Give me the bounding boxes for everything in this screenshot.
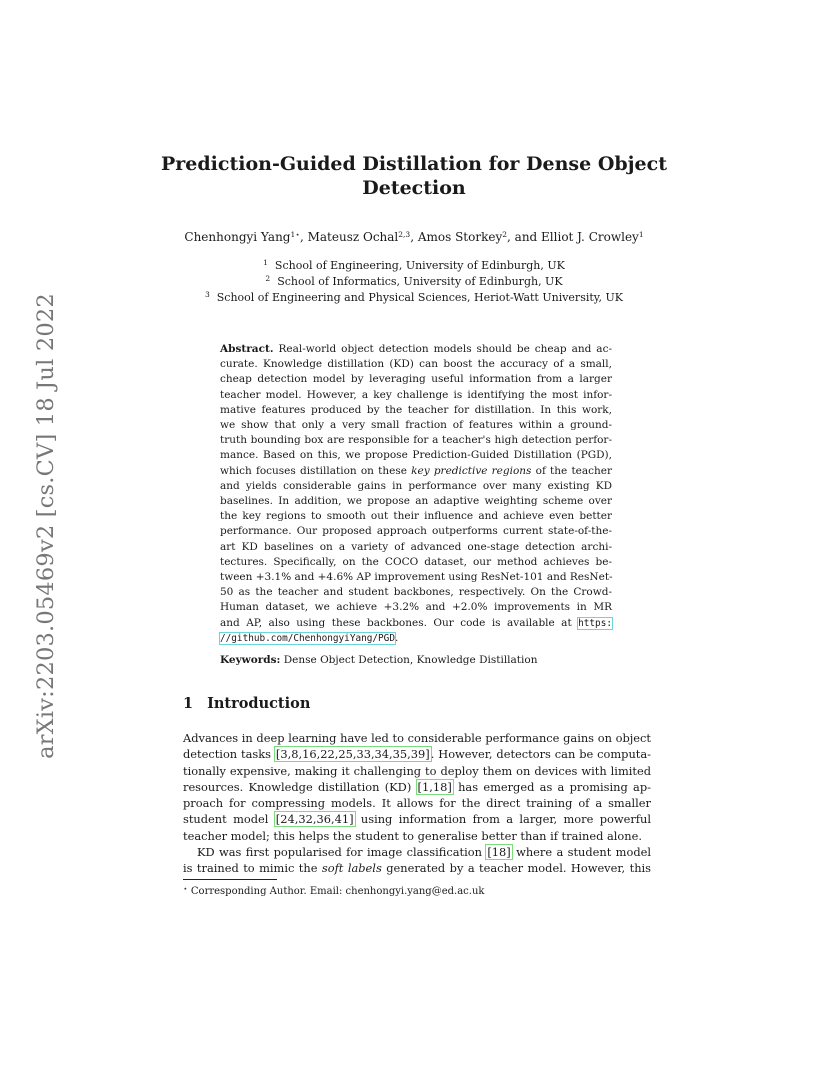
abstract-text: of the teacher (535, 464, 613, 477)
keywords-text: Dense Object Detection, Knowledge Distillation (283, 654, 538, 666)
body-line (183, 811, 651, 827)
footnote-divider (183, 879, 277, 880)
title-line: Prediction-Guided Distillation for Dense Object (161, 153, 667, 175)
affiliation-text: School of Informatics, University of Edinburgh, UK (277, 275, 563, 288)
body-line: Advances in deep learning have led to considerable performance gains on object (183, 731, 651, 745)
author-separator: , (410, 230, 418, 244)
abstract-line: baselines. In addition, we propose an adaptive weighting scheme over (220, 495, 612, 508)
body-line (183, 779, 651, 795)
abstract-line: tectures. Specifically, on the COCO dataset, our method achieves be- (220, 555, 612, 568)
title-line: Detection (362, 177, 466, 199)
footnote (183, 885, 484, 899)
keywords (220, 653, 612, 668)
body-line: teacher model; this helps the student to generalise better than if trained alone. (183, 828, 642, 843)
abstract-line: mance. Based on this, we propose Prediction-Guided Distillation (PGD), (220, 449, 612, 462)
arxiv-sidebar (30, 294, 62, 758)
abstract-text: which focuses distillation on these (220, 464, 407, 477)
author-name: Amos Storkey (417, 230, 503, 244)
body-line (183, 860, 651, 876)
emphasis-text: key predictive regions (411, 464, 532, 477)
code-url-link[interactable]: https: (578, 617, 612, 629)
abstract-line: the key regions to smooth out their influence and achieve even better (220, 510, 612, 523)
body-line (183, 746, 651, 762)
author-separator: , (299, 230, 308, 244)
affiliation-text: School of Engineering and Physical Sciences, Heriot-Watt University, UK (216, 291, 624, 304)
body-line: proach for compressing models. It allows for the direct training of a smaller (183, 796, 651, 811)
abstract-label: Abstract. (220, 343, 274, 355)
emphasis-text: soft labels (321, 861, 382, 876)
abstract-line: performance. Our proposed approach outperforms current state-of-the- (220, 525, 612, 538)
abstract-line (220, 342, 612, 357)
body-line (183, 844, 651, 860)
keywords-label: Keywords: (220, 654, 281, 666)
code-url-link[interactable]: //github.com/ChenhongyiYang/PGD (220, 632, 395, 644)
abstract-line: art KD baselines on a variety of advanced one-stage detection archi- (220, 540, 612, 553)
section-title: Introduction (207, 695, 311, 712)
footnote-mark: ⋆ (183, 884, 188, 893)
section-heading (183, 695, 310, 712)
footnote-text: Corresponding Author. Email: chenhongyi.yang@ed.ac.uk (190, 886, 485, 897)
author-name: Elliot J. Crowley (541, 230, 639, 244)
abstract-line: truth bounding box are responsible for a teacher's high detection perfor- (220, 434, 612, 447)
citation-link[interactable]: [24,32,36,41] (275, 812, 354, 827)
author-name: Mateusz Ochal (307, 230, 399, 244)
abstract-line (220, 616, 612, 631)
body-text: resources. Knowledge distillation (KD) (183, 779, 412, 794)
abstract-text: and AP, also using these backbones. Our code is available at (220, 616, 572, 629)
citation-link[interactable]: [3,8,16,22,25,33,34,35,39] (275, 747, 430, 762)
abstract-text: Real-world object detection models should be cheap and ac- (278, 343, 612, 355)
citation-link[interactable]: [18] (487, 845, 511, 860)
body-text: KD was first popularised for image classification (197, 845, 482, 860)
abstract-line: 50 as the teacher and student backbones, respectively. On the Crowd- (220, 586, 612, 599)
author-affiliation-mark: 2 (502, 230, 508, 239)
affiliation-text: School of Engineering, University of Edinburgh, UK (274, 259, 565, 272)
abstract-line: tween +3.1% and +4.6% AP improvement using ResNet-101 and ResNet- (220, 571, 613, 584)
introduction-body (183, 730, 651, 877)
section-number: 1 (183, 695, 194, 712)
affiliation (100, 258, 728, 274)
arxiv-identifier: arXiv:2203.05469v2 [cs.CV] 18 Jul 2022 (33, 293, 59, 759)
body-text: detection tasks (183, 747, 272, 762)
body-text: has emerged as a promising ap- (458, 779, 651, 794)
affiliation (100, 274, 728, 290)
paper-title (150, 152, 678, 200)
body-text: where a student model (516, 845, 652, 860)
body-text: using information from a larger, more powerful (360, 812, 651, 827)
affiliation-list (100, 258, 728, 306)
abstract-line: mative features produced by the teacher for distillation. In this work, (220, 403, 612, 416)
affiliation (100, 290, 728, 306)
affiliation-number: 1 (263, 258, 268, 267)
abstract-line: curate. Knowledge distillation (KD) can boost the accuracy of a small, (220, 358, 612, 371)
abstract-line: cheap detection model by leveraging useful information from a larger (220, 373, 612, 386)
abstract-line (220, 631, 612, 646)
author-affiliation-mark: 1 (638, 230, 644, 239)
author-list (100, 229, 728, 245)
affiliation-number: 2 (265, 274, 271, 283)
abstract-line: Human dataset, we achieve +3.2% and +2.0% improvements in MR (220, 601, 612, 614)
abstract-text: . (394, 631, 399, 644)
body-text: generated by a teacher model. However, this (386, 861, 652, 876)
body-line: tionally expensive, making it challenging to deploy them on devices with limited (183, 763, 651, 778)
author-affiliation-mark: 2,3 (398, 230, 411, 239)
body-text: . However, detectors can be computa- (430, 747, 652, 762)
abstract-line (220, 464, 612, 479)
affiliation-number: 3 (204, 290, 210, 299)
author-affiliation-mark: 1⋆ (290, 230, 300, 239)
author-separator: , and (507, 230, 542, 244)
body-text: is trained to mimic the (183, 861, 318, 876)
abstract-line: teacher model. However, a key challenge is identifying the most infor- (220, 388, 612, 401)
abstract-line: we show that only a very small fraction of features within a ground- (220, 419, 612, 432)
abstract (220, 342, 612, 646)
citation-link[interactable]: [1,18] (417, 779, 452, 794)
abstract-line: and yields considerable gains in performance over many existing KD (220, 479, 612, 492)
author-name: Chenhongyi Yang (184, 230, 291, 244)
body-text: student model (183, 812, 269, 827)
